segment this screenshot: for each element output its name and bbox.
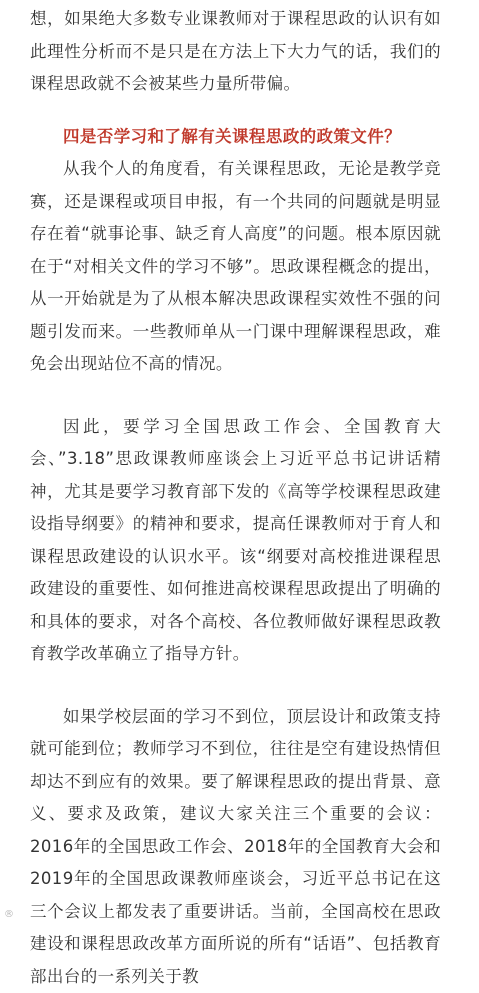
section-heading: 四是否学习和了解有关课程思政的政策文件？ [30,121,441,154]
paragraph-3: 如果学校层面的学习不到位，顶层设计和政策支持就可能到位；教师学习不到位，往往是空有建设热情但却达不到应有的效果。要了解课程思政的提出背景、意义、要求及政策，建议大家关注三个重要的会议：2016年的全国思政工作会、2018年的全国教育大会和2019年的全国思政课教师座谈会，习近平总书记在这三个会议上都发表了重要讲话。当前，全国高校在思政建设和课程思政改革方面所说的所有“话语”、包括教育部出台的一系列关于教 [30,701,441,993]
watermark: ® [4,909,14,920]
paragraph-1: 从我个人的角度看，有关课程思政，无论是教学竞赛，还是课程或项目申报，有一个共同的问题就是明显存在着“就事论事、缺乏育人高度”的问题。根本原因就在于“对相关文件的学习不够”。思政课程概念的提出，从一开始就是为了从根本解决思政课程实效性不强的问题引发而来。一些教师单从一门课中理解课程思政，难免会出现站位不高的情况。 [30,153,441,381]
paragraph-2: 因此，要学习全国思政工作会、全国教育大会、”3.18”思政课教师座谈会上习近平总书记讲话精神，尤其是要学习教育部下发的《高等学校课程思政建设指导纲要》的精神和要求，提高任课教师对于育人和课程思政建设的认识水平。该“纲要对高校推进课程思政建设的重要性、如何推进高校课程思政提出了明确的和具体的要求，对各个高校、各位教师做好课程思政教育教学改革确立了指导方针。 [30,411,441,671]
paragraph-gap [30,381,441,411]
article-body [0,3,479,993]
intro-paragraph: 想，如果绝大多数专业课教师对于课程思政的认识有如此理性分析而不是只是在方法上下大力气的话，我们的课程思政就不会被某些力量所带偏。 [30,3,441,101]
paragraph-gap [30,671,441,701]
